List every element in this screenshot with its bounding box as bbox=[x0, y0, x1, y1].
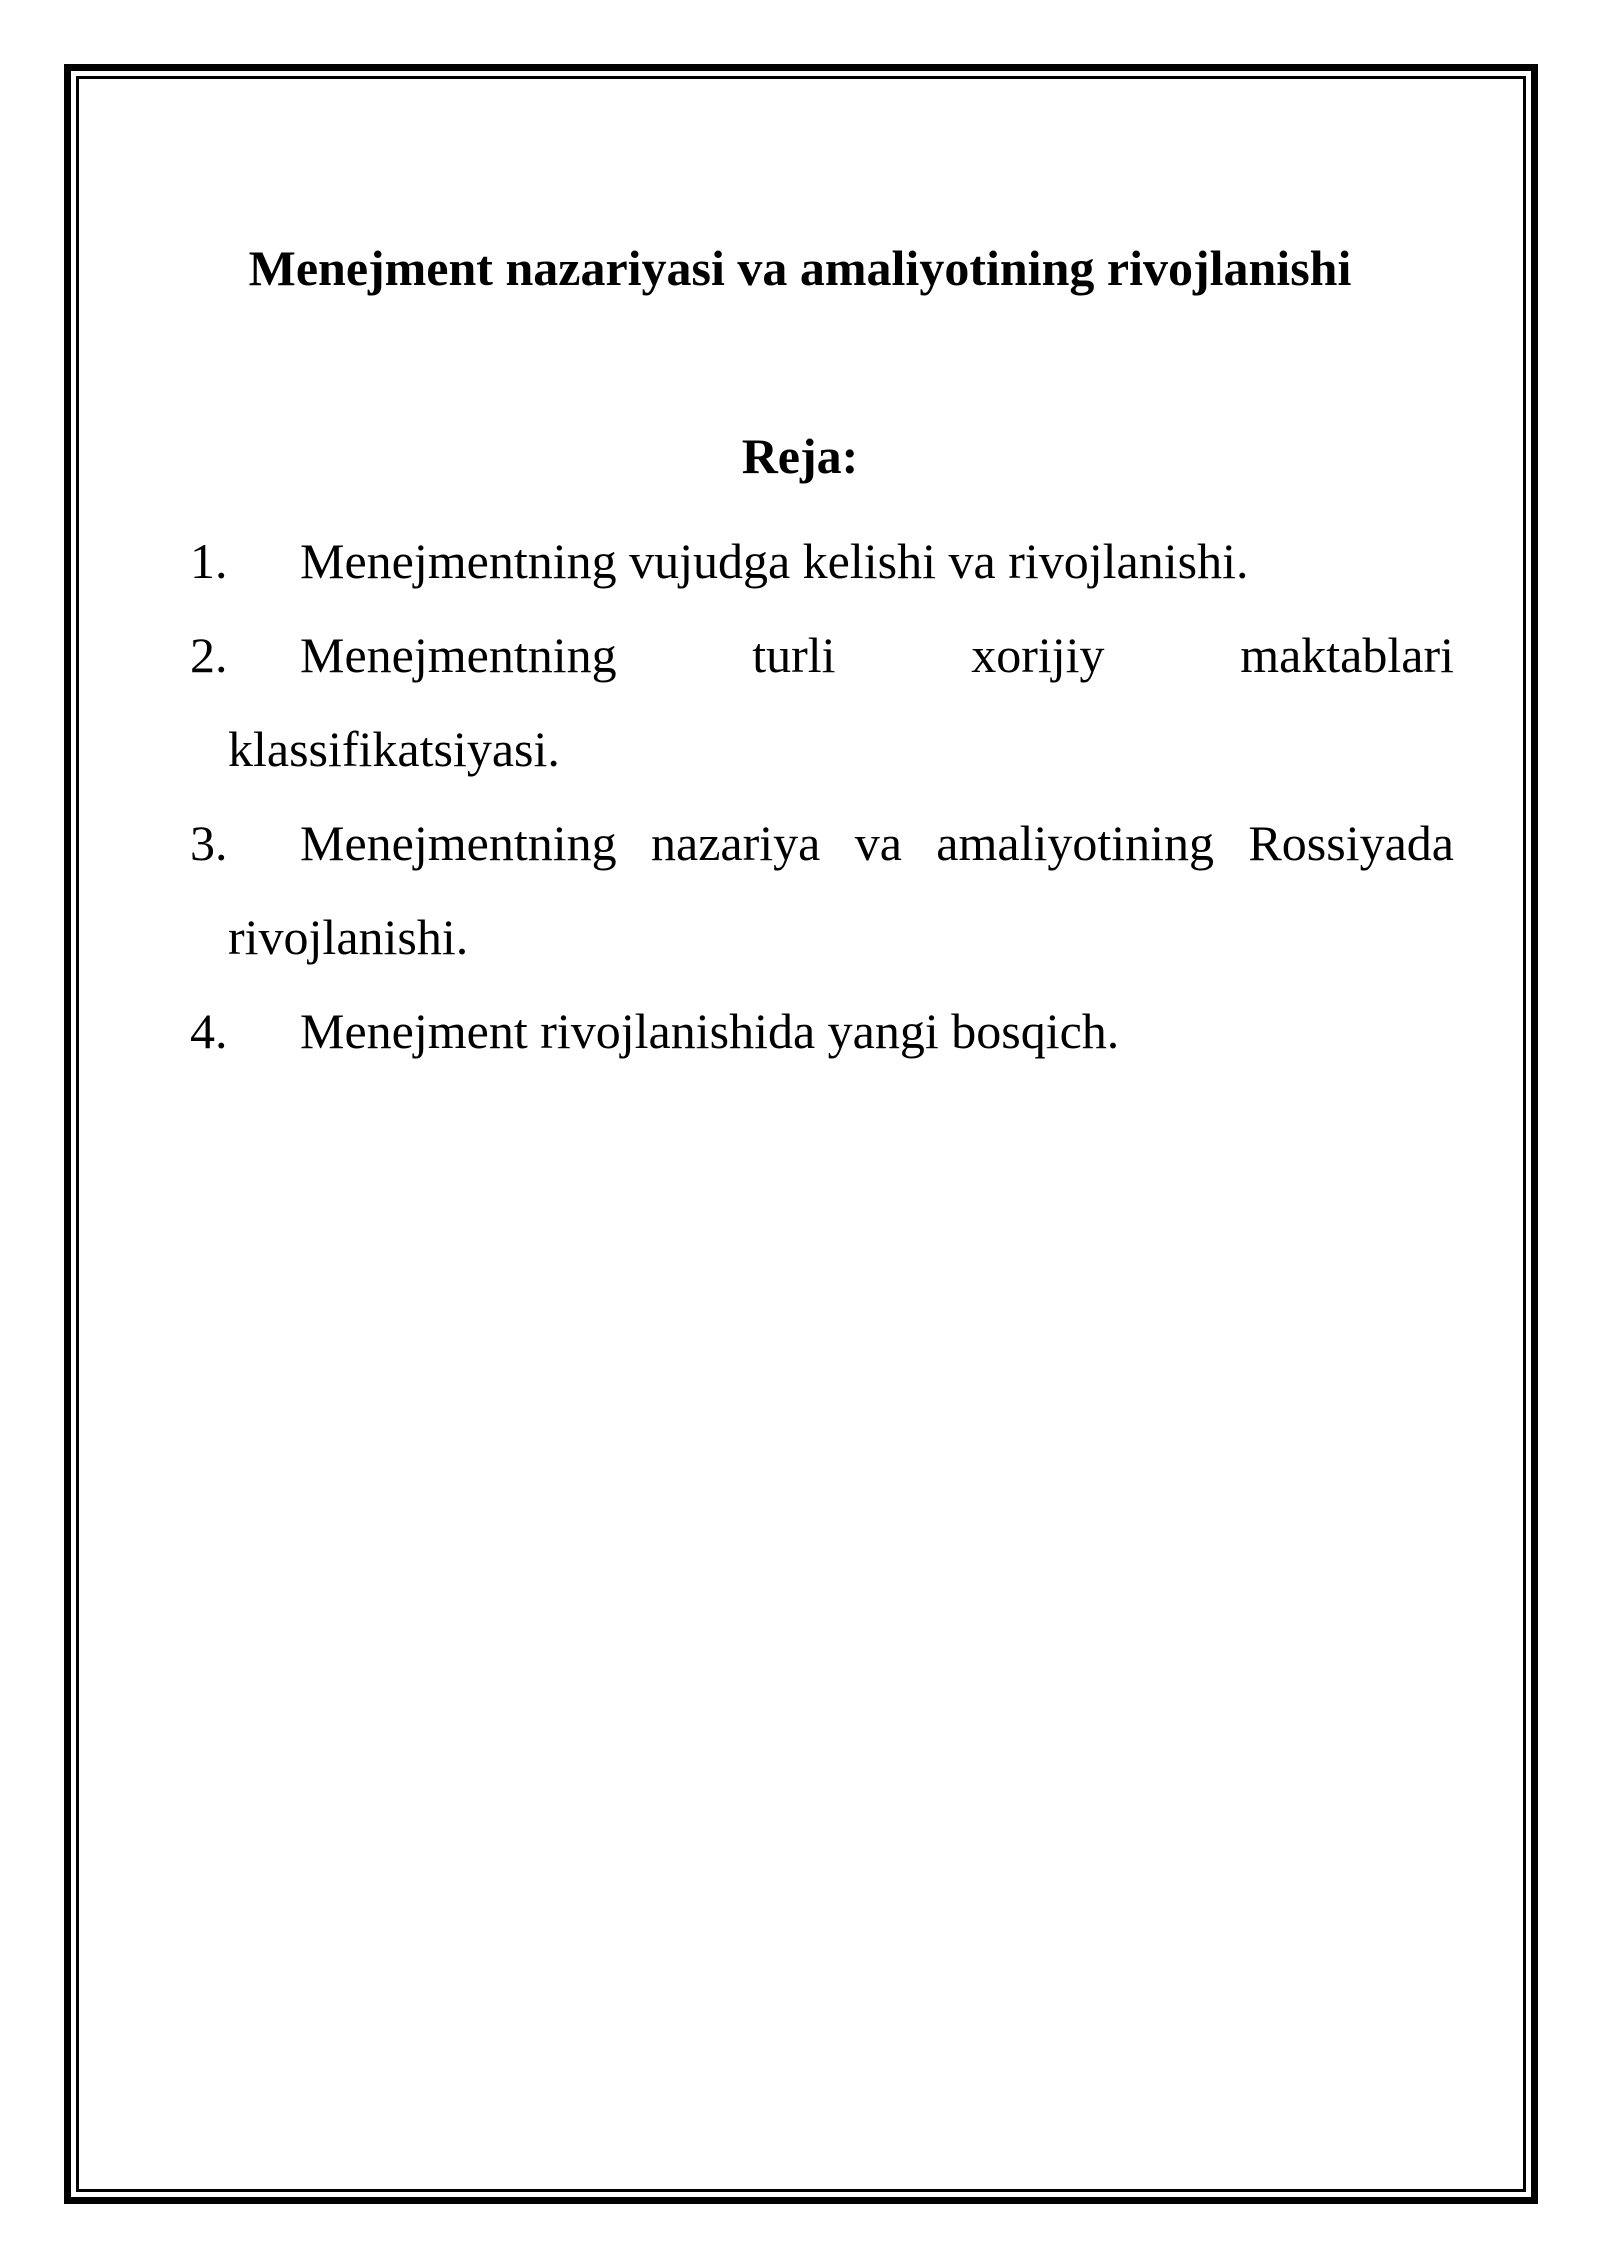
plan-item-word: xorijiy bbox=[971, 627, 1105, 683]
plan-item-2 bbox=[190, 608, 1454, 796]
plan-item-word: nazariya bbox=[651, 815, 821, 871]
document-title: Menejment nazariyasi va amaliyotining rivojlanishi bbox=[248, 240, 1352, 296]
plan-item-number: 1. bbox=[190, 533, 228, 589]
plan-item-word: turli bbox=[752, 627, 836, 683]
plan-item-word: Menejmentning bbox=[300, 627, 617, 683]
plan-item-word: amaliyotining bbox=[936, 815, 1215, 871]
page-border-inner bbox=[76, 76, 1526, 2192]
plan-item-continuation: klassifikatsiyasi. bbox=[228, 721, 560, 777]
plan-item-word: maktablari bbox=[1240, 627, 1454, 683]
plan-item-3 bbox=[190, 796, 1454, 984]
plan-item-1 bbox=[190, 514, 1454, 608]
plan-item-number: 2. bbox=[190, 627, 228, 683]
plan-item-text: Menejment rivojlanishida yangi bosqich. bbox=[300, 1003, 1120, 1059]
plan-item-4 bbox=[190, 984, 1454, 1078]
plan-item-continuation: rivojlanishi. bbox=[228, 909, 469, 965]
plan-list bbox=[190, 514, 1454, 1078]
plan-item-word: va bbox=[854, 815, 902, 871]
plan-item-text: Menejmentning vujudga kelishi va rivojlanishi. bbox=[300, 533, 1249, 589]
plan-item-word: Menejmentning bbox=[300, 815, 617, 871]
plan-heading: Reja: bbox=[741, 428, 859, 484]
plan-item-number: 3. bbox=[190, 815, 228, 871]
plan-item-word: Rossiyada bbox=[1248, 815, 1454, 871]
plan-item-number: 4. bbox=[190, 1003, 228, 1059]
